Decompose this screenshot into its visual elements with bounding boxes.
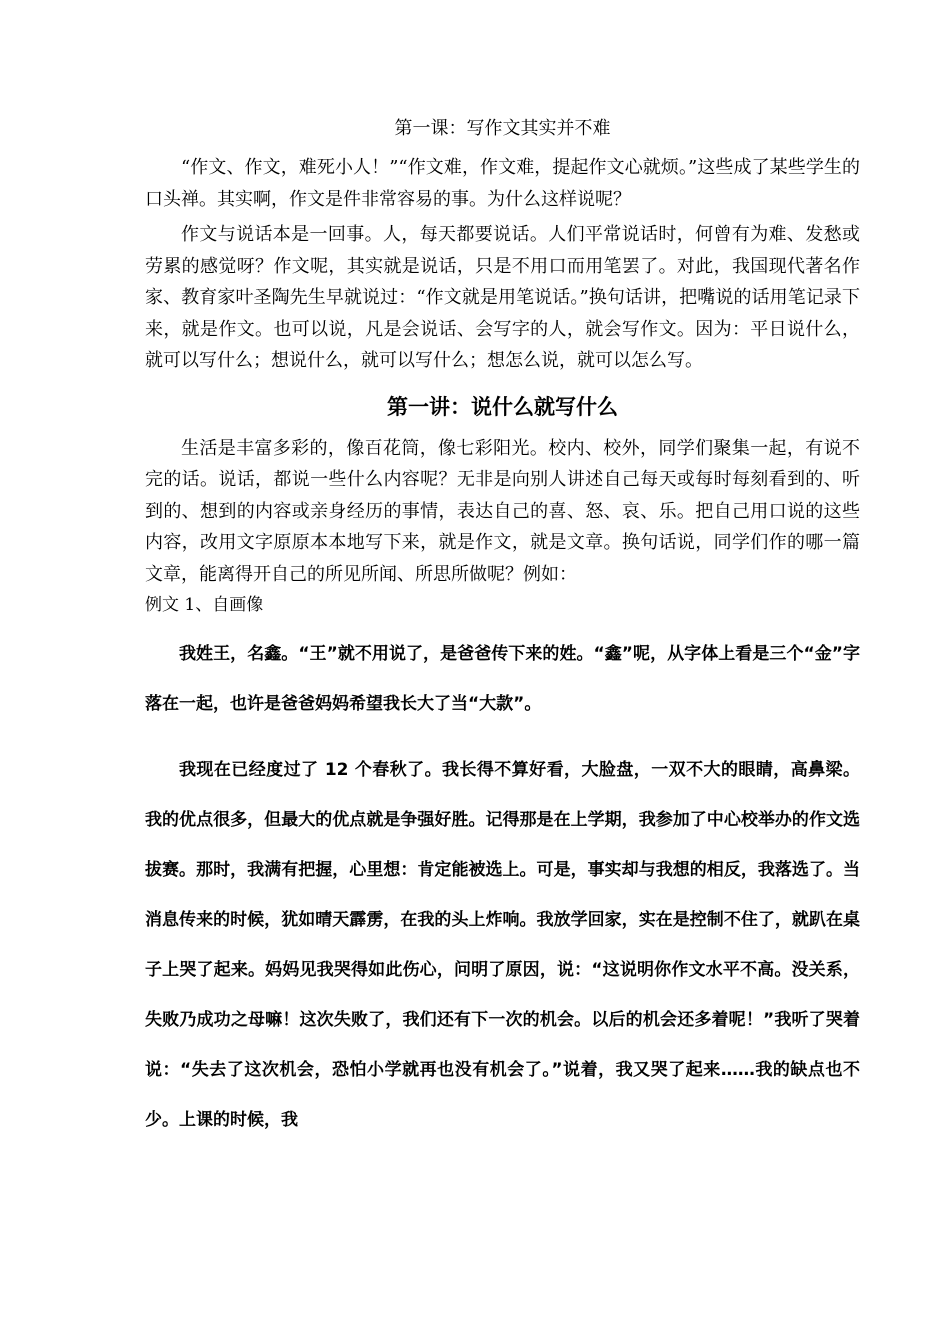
lesson-title: 第一课：写作文其实并不难 (394, 118, 611, 139)
intro-paragraph-2: 作文与说话本是一回事。人，每天都要说话。人们平常说话时，何曾有为难、发愁或劳累的感觉呀？作文呢，其实就是说话，只是不用口而用笔罢了。对此，我国现代著名作家、教育家叶圣陶先生早就说过：“作文就是用笔说话。”换句话讲，把嘴说的话用笔记录下来，就是作文。也可以说，凡是会说话、会写字的人，就会写作文。因为：平日说什么，就可以写什么；想说什么，就可以写什么；想怎么说，就可以怎么写。 (145, 224, 860, 371)
essay-paragraph-1: 我姓王，名鑫。“王”就不用说了，是爸爸传下来的姓。“鑫”呢，从字体上看是三个“金”字落在一起，也许是爸爸妈妈希望我长大了当“大款”。 (145, 644, 860, 714)
example-label: 例文 1、自画像 (145, 595, 264, 615)
lecture-title: 第一讲：说什么就写什么 (387, 394, 618, 419)
intro-paragraph-1: “作文、作文，难死小人！”“作文难，作文难，提起作文心就烦。”这些成了某些学生的口头禅。其实啊，作文是件非常容易的事。为什么这样说呢？ (145, 157, 860, 210)
example-essay (145, 629, 860, 1145)
essay-paragraph-2: 我现在已经度过了 12 个春秋了。我长得不算好看，大脸盘，一双不大的眼睛，高鼻梁。我的优点很多，但最大的优点就是争强好胜。记得那是在上学期，我参加了中心校举办的作文选拔赛。那时，我满有把握，心里想：肯定能被选上。可是，事实却与我想的相反，我落选了。当消息传来的时候，犹如晴天霹雳，在我的头上炸响。我放学回家，实在是控制不住了，就趴在桌子上哭了起来。妈妈见我哭得如此伤心，问明了原因，说：“这说明你作文水平不高。没关系，失败乃成功之母嘛！这次失败了，我们还有下一次的机会。以后的机会还多着呢！”我听了哭着说：“失去了这次机会，恐怕小学就再也没有机会了。”说着，我又哭了起来……我的缺点也不少。上课的时候，我 (145, 760, 860, 1130)
lecture-paragraph: 生活是丰富多彩的，像百花筒，像七彩阳光。校内、校外，同学们聚集一起，有说不完的话。说话，都说一些什么内容呢？无非是向别人讲述自己每天或每时每刻看到的、听到的、想到的内容或亲身经历的事情，表达自己的喜、怒、哀、乐。把自己用口说的这些内容，改用文字原原本本地写下来，就是作文，就是文章。换句话说，同学们作的哪一篇文章，能离得开自己的所见所闻、所思所做呢？例如： (145, 437, 860, 585)
